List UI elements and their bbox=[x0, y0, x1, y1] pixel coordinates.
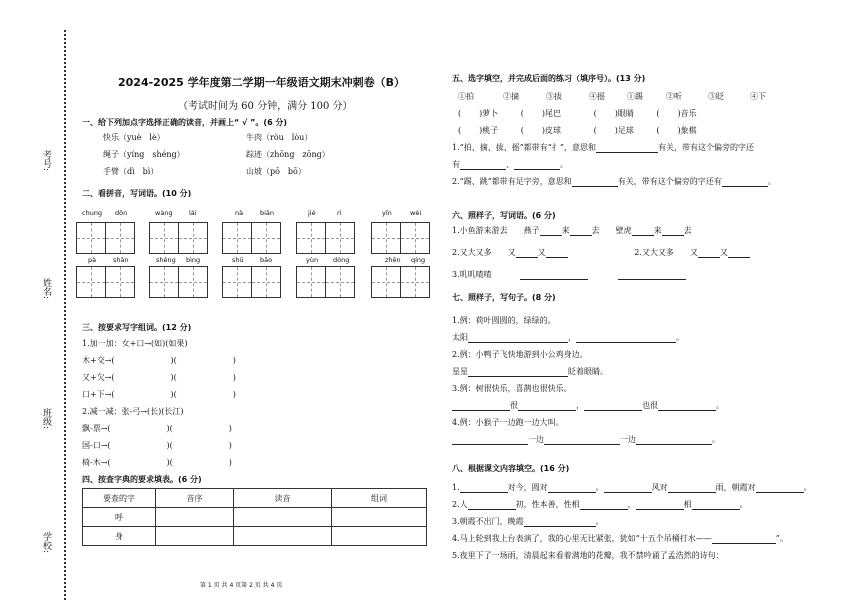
section-8-heading: 八、根据课文内容填空。(16 分) bbox=[452, 464, 570, 473]
question-line: 有 、 。 bbox=[452, 160, 568, 169]
add-item: 口+下→( )( ) bbox=[82, 390, 236, 399]
pinyin-label: biān bbox=[260, 209, 275, 217]
sentence-blank: 一边 一边 。 bbox=[452, 434, 720, 445]
recite-line: 1. 对今，圆对 。 风对 雨，朝霞对 。 bbox=[452, 483, 812, 492]
pinyin-label: yùn bbox=[306, 256, 319, 264]
example-sentence: 2.例：小鸭子飞快地游到小公鸡身边。 bbox=[452, 350, 588, 359]
section-4-heading: 四、按查字典的要求填表。(6 分) bbox=[82, 475, 202, 484]
subtract-item: 国-口→( )( ) bbox=[82, 441, 232, 450]
table-header: 组词 bbox=[332, 489, 427, 508]
add-example: 1.加一加：女+口→(如)(如果) bbox=[82, 339, 188, 348]
page-title: 2024-2025 学年度第二学期一年级语文期末冲刺卷（B） bbox=[118, 76, 406, 89]
section-6-heading: 六、照样子，写词语。(6 分) bbox=[452, 211, 556, 220]
section-3-heading: 三、按要求写字组词。(12 分) bbox=[82, 323, 192, 332]
pinyin-choice-item: 山坡（pō bō） bbox=[246, 167, 306, 176]
sentence-blank: 很 ， 也很 。 bbox=[452, 400, 724, 411]
recite-line: 3.朝霞不出门，晚霞 。 bbox=[452, 517, 604, 526]
writing-grid[interactable] bbox=[296, 266, 355, 298]
sentence-blank: 太阳 ， 。 bbox=[452, 333, 684, 342]
option: ④摇 bbox=[589, 92, 605, 101]
question-line: 2.“踢、跳”都带有足字旁，意思和 有关，带有这个偏旁的字还有 。 bbox=[452, 177, 776, 186]
pinyin-label: qíng bbox=[411, 256, 426, 264]
subtract-item: 飘-票→( )( ) bbox=[82, 424, 232, 433]
subtract-example: 2.减一减：张-弓→(长)(长江) bbox=[82, 407, 184, 416]
writing-grid[interactable] bbox=[371, 222, 430, 254]
fill-row: ( )萝卜 ( )尾巴 ( )眼睛 ( )音乐 bbox=[458, 109, 697, 118]
writing-grid[interactable] bbox=[149, 222, 208, 254]
option: ④下 bbox=[750, 92, 766, 101]
recite-line: 5.夜里下了一场雨，清晨起来看着满地的花瓣，我不禁吟诵了孟浩然的诗句： bbox=[452, 551, 724, 560]
pinyin-label: shān bbox=[113, 256, 129, 264]
school-label: 学校: bbox=[41, 532, 51, 554]
section-5-heading: 五、选字填空，并完成后面的练习（填序号）。(13 分) bbox=[452, 74, 646, 83]
table-header: 音序 bbox=[156, 489, 234, 508]
pinyin-choice-item: 快乐（yuè lè） bbox=[103, 133, 165, 142]
pinyin-choice-item: 绳子（yíng shéng） bbox=[103, 150, 185, 159]
pinyin-label: yīn bbox=[382, 209, 392, 217]
option: ①拍 bbox=[458, 92, 474, 101]
section-7-heading: 七、照样子，写句子。(8 分) bbox=[452, 293, 556, 302]
pinyin-label: pà bbox=[88, 256, 97, 264]
recite-line: 2.人 初，性本善，性相 ， 相 。 bbox=[452, 500, 748, 509]
example-sentence: 4.例：小猴子一边跑一边大叫。 bbox=[452, 418, 564, 427]
add-item: 又+欠→( )( ) bbox=[82, 373, 236, 382]
option: ②摘 bbox=[503, 92, 519, 101]
pinyin-label: dòng bbox=[333, 256, 350, 264]
example-sentence: 1.例：荷叶圆圆的，绿绿的。 bbox=[452, 316, 556, 325]
pinyin-label: chung bbox=[82, 209, 103, 217]
recite-line: 4.马上轮到我上台表演了，我的心里无比紧张，犹如“十五个吊桶打水—— ”。 bbox=[452, 534, 788, 543]
page-subtitle: （考试时间为 60 分钟，满分 100 分） bbox=[178, 101, 353, 112]
pinyin-label: dōn bbox=[115, 209, 128, 217]
table-header: 要查的字 bbox=[83, 489, 156, 508]
pinyin-label: shēng bbox=[156, 256, 176, 264]
page-footer: 第 1 页 共 4 页第 2 页 共 4 页 bbox=[200, 582, 283, 589]
option: ③拔 bbox=[546, 92, 562, 101]
option: ①踢 bbox=[627, 92, 643, 101]
binding-line bbox=[64, 30, 66, 600]
section-1-heading: 一、给下列加点字选择正确的读音，并画上“ √ ”。(6 分) bbox=[82, 118, 288, 127]
sentence-blank: 星星 眨着眼睛。 bbox=[452, 367, 608, 376]
pinyin-label: wèi bbox=[410, 209, 422, 217]
writing-grid[interactable] bbox=[76, 266, 135, 298]
word-pattern-line: 2.又大又多 又 又 2.又大又多 又 又 bbox=[452, 247, 750, 258]
class-label: 班级: bbox=[41, 408, 51, 430]
question-line: 1.“拍、摘、拔、摇”都带有“扌”，意思和 有关，带有这个偏旁的字还 bbox=[452, 143, 754, 152]
writing-grid[interactable] bbox=[149, 266, 208, 298]
dictionary-table bbox=[82, 488, 427, 546]
pinyin-label: bìng bbox=[186, 256, 201, 264]
writing-grid[interactable] bbox=[76, 222, 135, 254]
table-row: 身 bbox=[83, 527, 427, 546]
fill-row: ( )桃子 ( )皮球 ( )足球 ( )象棋 bbox=[458, 126, 697, 135]
option: ②听 bbox=[666, 92, 682, 101]
writing-grid[interactable] bbox=[222, 222, 281, 254]
pinyin-choice-item: 牛肉（ròu lòu） bbox=[246, 133, 313, 142]
table-header: 读音 bbox=[234, 489, 332, 508]
pinyin-label: shū bbox=[232, 256, 244, 264]
pinyin-label: jié bbox=[308, 209, 316, 217]
pinyin-label: rì bbox=[337, 209, 342, 217]
pinyin-label: nà bbox=[235, 209, 244, 217]
pinyin-label: wàng bbox=[155, 209, 173, 217]
word-pattern-line: 3.叽叽喳喳 bbox=[452, 269, 686, 280]
writing-grid[interactable] bbox=[296, 222, 355, 254]
add-item: 木+交→( )( ) bbox=[82, 356, 236, 365]
pinyin-choice-item: 手臂（dì bì） bbox=[103, 167, 159, 176]
exam-number-label: 考号: bbox=[41, 150, 51, 172]
writing-grid[interactable] bbox=[371, 266, 430, 298]
subtract-item: 椅-木→( )( ) bbox=[82, 458, 232, 467]
pinyin-label: zhēn bbox=[385, 256, 401, 264]
pinyin-label: lái bbox=[189, 209, 197, 217]
pinyin-label: bāo bbox=[260, 256, 273, 264]
option: ③眨 bbox=[708, 92, 724, 101]
section-2-heading: 二、看拼音，写词语。(10 分) bbox=[82, 189, 192, 198]
writing-grid[interactable] bbox=[222, 266, 281, 298]
table-row: 呼 bbox=[83, 508, 427, 527]
word-pattern-line: 1.小鱼游来游去 燕子 来 去 壁虎 来 去 bbox=[452, 226, 692, 235]
example-sentence: 3.例：树很快乐，喜鹊也很快乐。 bbox=[452, 384, 572, 393]
pinyin-choice-item: 踪迹（zhōng zōng） bbox=[246, 150, 330, 159]
name-label: 姓名: bbox=[41, 278, 51, 300]
